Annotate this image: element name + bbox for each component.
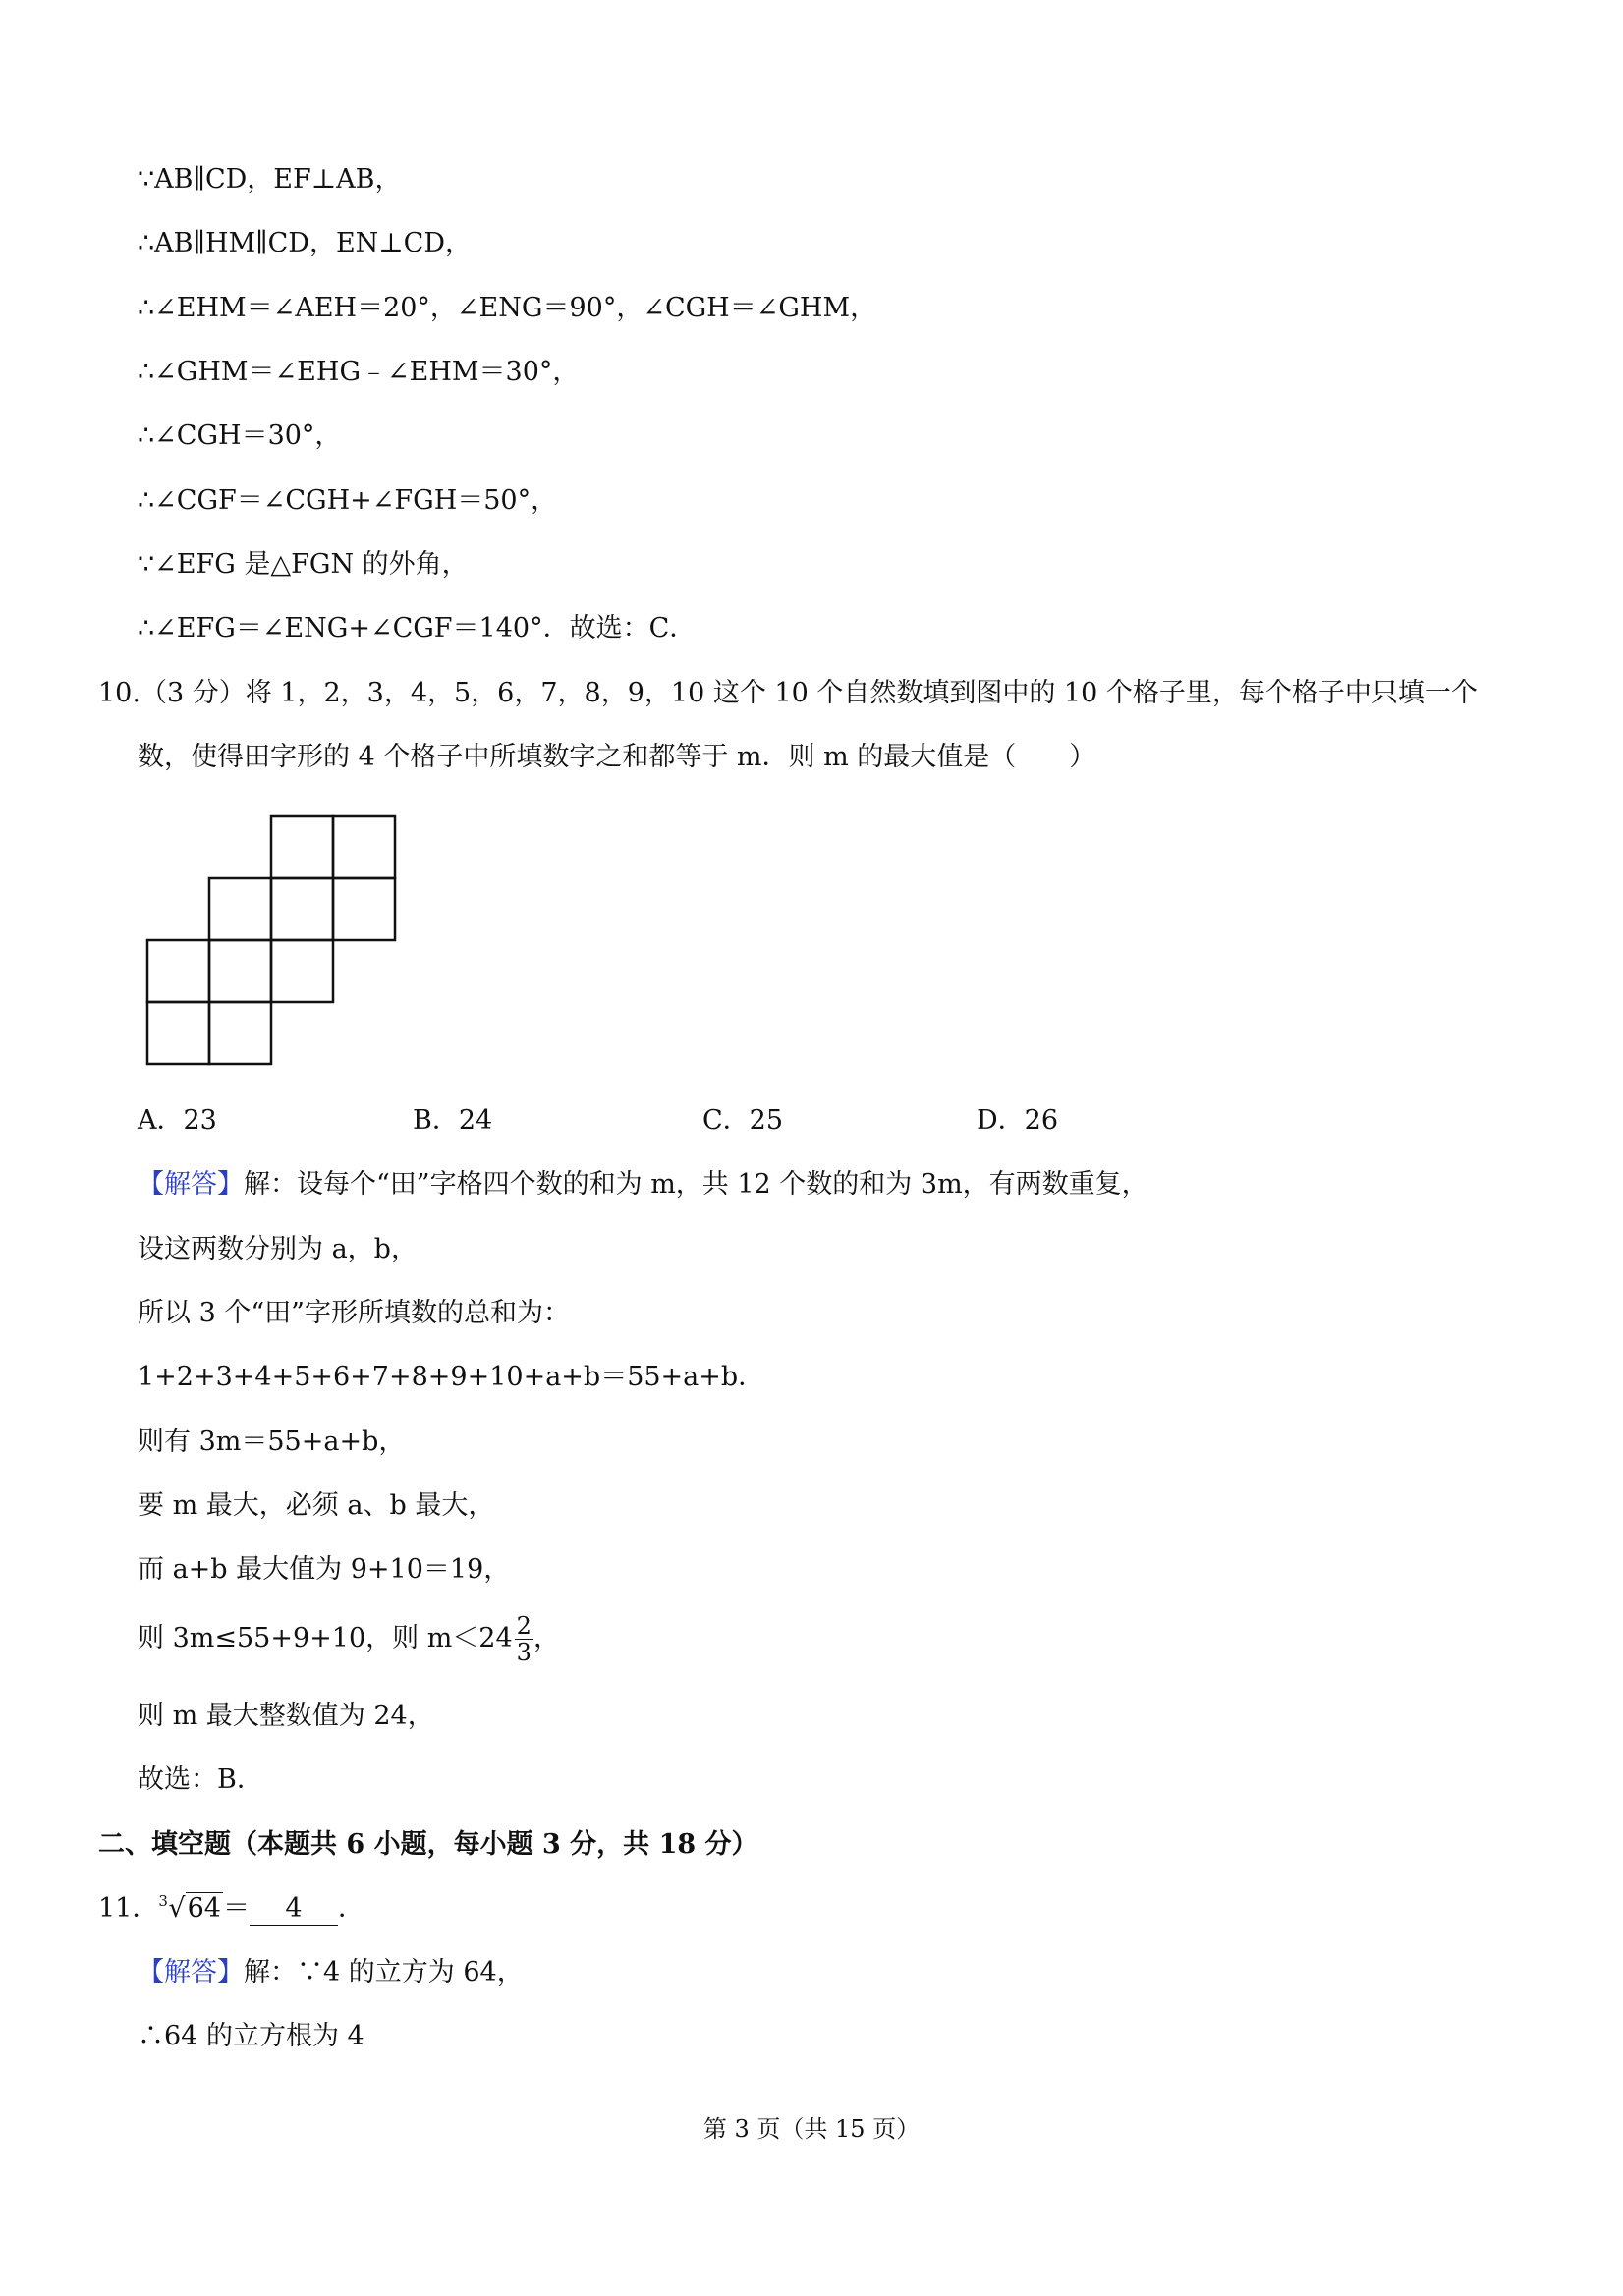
q11-stem bbox=[98, 1889, 364, 1929]
root-index: 3 bbox=[158, 1892, 168, 1910]
q10-sol-line-6: 而 a+b 最大值为 9+10＝19， bbox=[138, 1554, 511, 1585]
grid-cell bbox=[147, 940, 209, 1002]
grid-figure bbox=[145, 814, 401, 1070]
grid-cell bbox=[209, 1002, 271, 1064]
q10-stem-line-2: 数，使得田字形的 4 个格子中所填数字之和都等于 m．则 m 的最大值是（ ） bbox=[138, 742, 1096, 772]
answer-blank: 4 bbox=[250, 1893, 338, 1926]
q10-sol-line-5: 要 m 最大，必须 a、b 最大， bbox=[138, 1490, 495, 1521]
grid-cell bbox=[147, 1002, 209, 1064]
q10-sol-line-8: 故选：B． bbox=[138, 1764, 263, 1795]
answer-text: 解：∵4 的立方为 64， bbox=[244, 1957, 524, 1988]
radical-sign-icon: √ bbox=[168, 1893, 186, 1924]
radicand: 64 bbox=[187, 1893, 221, 1924]
q10-sol-line-4: 则有 3m＝55+a+b， bbox=[138, 1427, 406, 1457]
inequality-text: 则 3m≤55+9+10，则 m＜24 bbox=[138, 1623, 513, 1653]
grid-cell bbox=[209, 878, 271, 940]
q11-sol-line: ∴64 的立方根为 4 bbox=[138, 2021, 364, 2051]
q9-line-4: ∴∠GHM＝∠EHG﹣∠EHM＝30°， bbox=[138, 357, 580, 387]
grid-cell bbox=[333, 816, 395, 878]
cube-root bbox=[158, 1889, 223, 1929]
answer-tag: 【解答】 bbox=[138, 1957, 244, 1988]
fraction bbox=[515, 1613, 533, 1665]
choice-d: D．26 bbox=[977, 1105, 1059, 1136]
q9-line-8: ∴∠EFG＝∠ENG+∠CGF＝140°．故选：C． bbox=[138, 613, 697, 644]
q10-sol-line-3: 1+2+3+4+5+6+7+8+9+10+a+b＝55+a+b． bbox=[138, 1362, 765, 1392]
q10-answer-line bbox=[138, 1165, 1148, 1204]
q10-sol-line-7: 则 m 最大整数值为 24， bbox=[138, 1701, 434, 1731]
grid-cell bbox=[333, 878, 395, 940]
q11-number: 11． bbox=[98, 1893, 159, 1924]
answer-text: 解：设每个“田”字格四个数的和为 m，共 12 个数的和为 3m，有两数重复， bbox=[244, 1169, 1148, 1200]
page-footer: 第 3 页（共 15 页） bbox=[702, 2115, 921, 2143]
q10-inequality-line bbox=[138, 1613, 560, 1665]
q10-stem-line-1: 10.（3 分）将 1，2，3，4，5，6，7，8，9，10 这个 10 个自然数填到图中的 10 个格子里，每个格子中只填一个 bbox=[98, 678, 1478, 708]
answer-tag: 【解答】 bbox=[138, 1169, 244, 1200]
grid-cell bbox=[271, 816, 333, 878]
inequality-end: ， bbox=[532, 1623, 560, 1653]
choice-c: C．25 bbox=[702, 1105, 784, 1136]
fraction-numerator: 2 bbox=[516, 1612, 532, 1640]
q11-end: ． bbox=[337, 1893, 364, 1924]
q9-line-2: ∴AB∥HM∥CD，EN⊥CD， bbox=[138, 228, 472, 258]
section-2-title: 二、填空题（本题共 6 小题，每小题 3 分，共 18 分） bbox=[98, 1829, 758, 1860]
q11-answer-line bbox=[138, 1953, 524, 1992]
fraction-denominator: 3 bbox=[516, 1639, 532, 1666]
equals-sign: ＝ bbox=[222, 1893, 250, 1924]
grid-cell bbox=[271, 878, 333, 940]
q10-sol-line-2: 所以 3 个“田”字形所填数的总和为： bbox=[138, 1298, 570, 1328]
q10-sol-line-1: 设这两数分别为 a，b， bbox=[138, 1234, 418, 1264]
q9-line-1: ∵AB∥CD，EF⊥AB， bbox=[138, 164, 402, 195]
choice-b: B．24 bbox=[413, 1105, 493, 1136]
q9-line-5: ∴∠CGH＝30°， bbox=[138, 420, 342, 451]
grid-cell bbox=[271, 940, 333, 1002]
choice-a: A．23 bbox=[138, 1105, 217, 1136]
q9-line-3: ∴∠EHM＝∠AEH＝20°，∠ENG＝90°，∠CGH＝∠GHM， bbox=[138, 293, 877, 323]
grid-cell bbox=[209, 940, 271, 1002]
q9-line-6: ∴∠CGF＝∠CGH+∠FGH＝50°， bbox=[138, 485, 558, 516]
q9-line-7: ∵∠EFG 是△FGN 的外角， bbox=[138, 549, 469, 580]
